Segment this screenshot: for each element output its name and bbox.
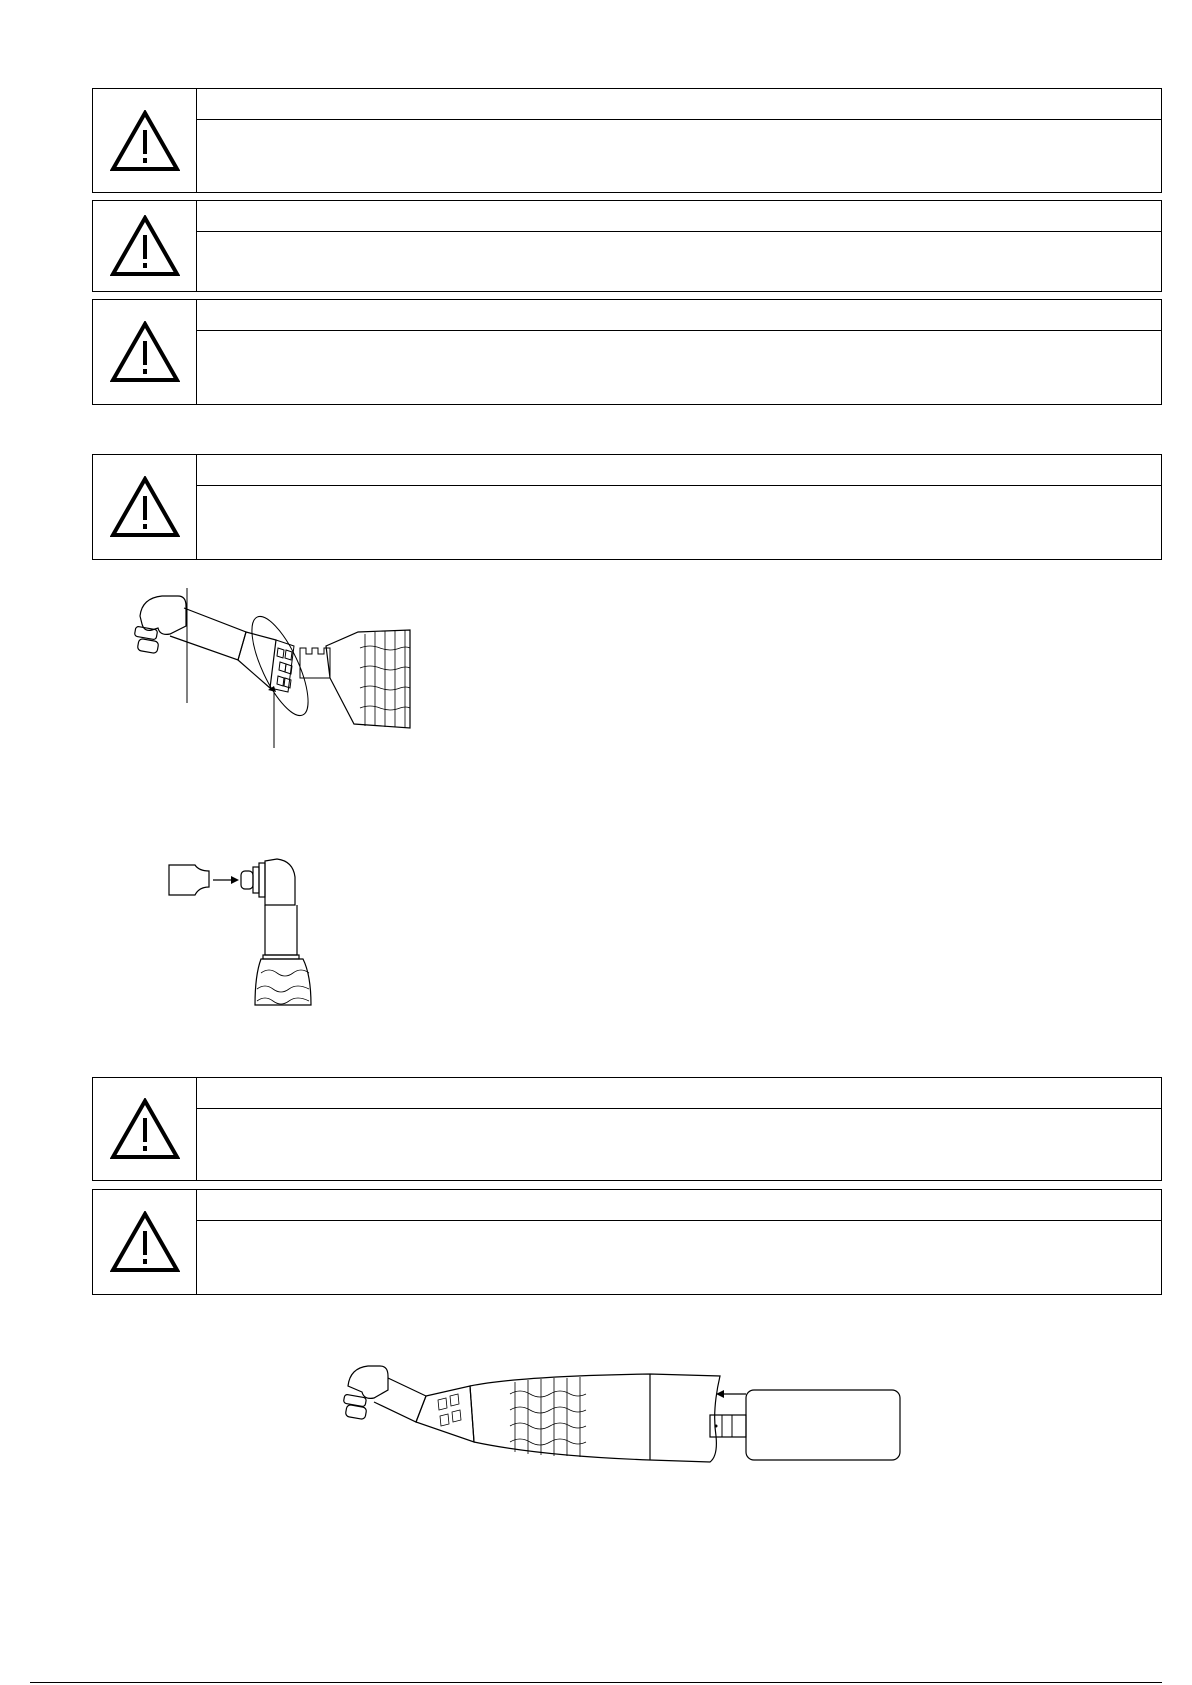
warning-header xyxy=(197,300,1161,331)
warning-header xyxy=(197,1190,1161,1221)
warning-icon xyxy=(110,1098,180,1160)
warning-header xyxy=(197,455,1161,486)
warning-icon xyxy=(110,110,180,172)
warning-box-1 xyxy=(92,88,1162,193)
warning-header xyxy=(197,1078,1161,1109)
warning-body xyxy=(197,1221,1161,1294)
warning-body xyxy=(197,486,1161,559)
warning-box-4 xyxy=(92,454,1162,560)
warning-icon-cell xyxy=(93,1078,197,1180)
warning-box-2 xyxy=(92,200,1162,292)
warning-box-3 xyxy=(92,299,1162,405)
figure-attach-head xyxy=(130,588,430,758)
warning-box-6 xyxy=(92,1189,1162,1295)
warning-icon xyxy=(110,215,180,277)
warning-icon-cell xyxy=(93,455,197,559)
warning-icon-cell xyxy=(93,1190,197,1294)
footer-rule xyxy=(30,1682,1162,1683)
figure-connect-motor xyxy=(340,1360,920,1480)
warning-box-5 xyxy=(92,1077,1162,1181)
warning-body xyxy=(197,1109,1161,1180)
warning-header xyxy=(197,89,1161,120)
warning-icon-cell xyxy=(93,89,197,192)
warning-body xyxy=(197,120,1161,192)
warning-body xyxy=(197,232,1161,291)
warning-icon xyxy=(110,476,180,538)
figure-insert-cup xyxy=(165,855,325,1010)
warning-body xyxy=(197,331,1161,404)
warning-header xyxy=(197,201,1161,232)
warning-icon xyxy=(110,1211,180,1273)
warning-icon-cell xyxy=(93,201,197,291)
warning-icon xyxy=(110,321,180,383)
warning-icon-cell xyxy=(93,300,197,404)
